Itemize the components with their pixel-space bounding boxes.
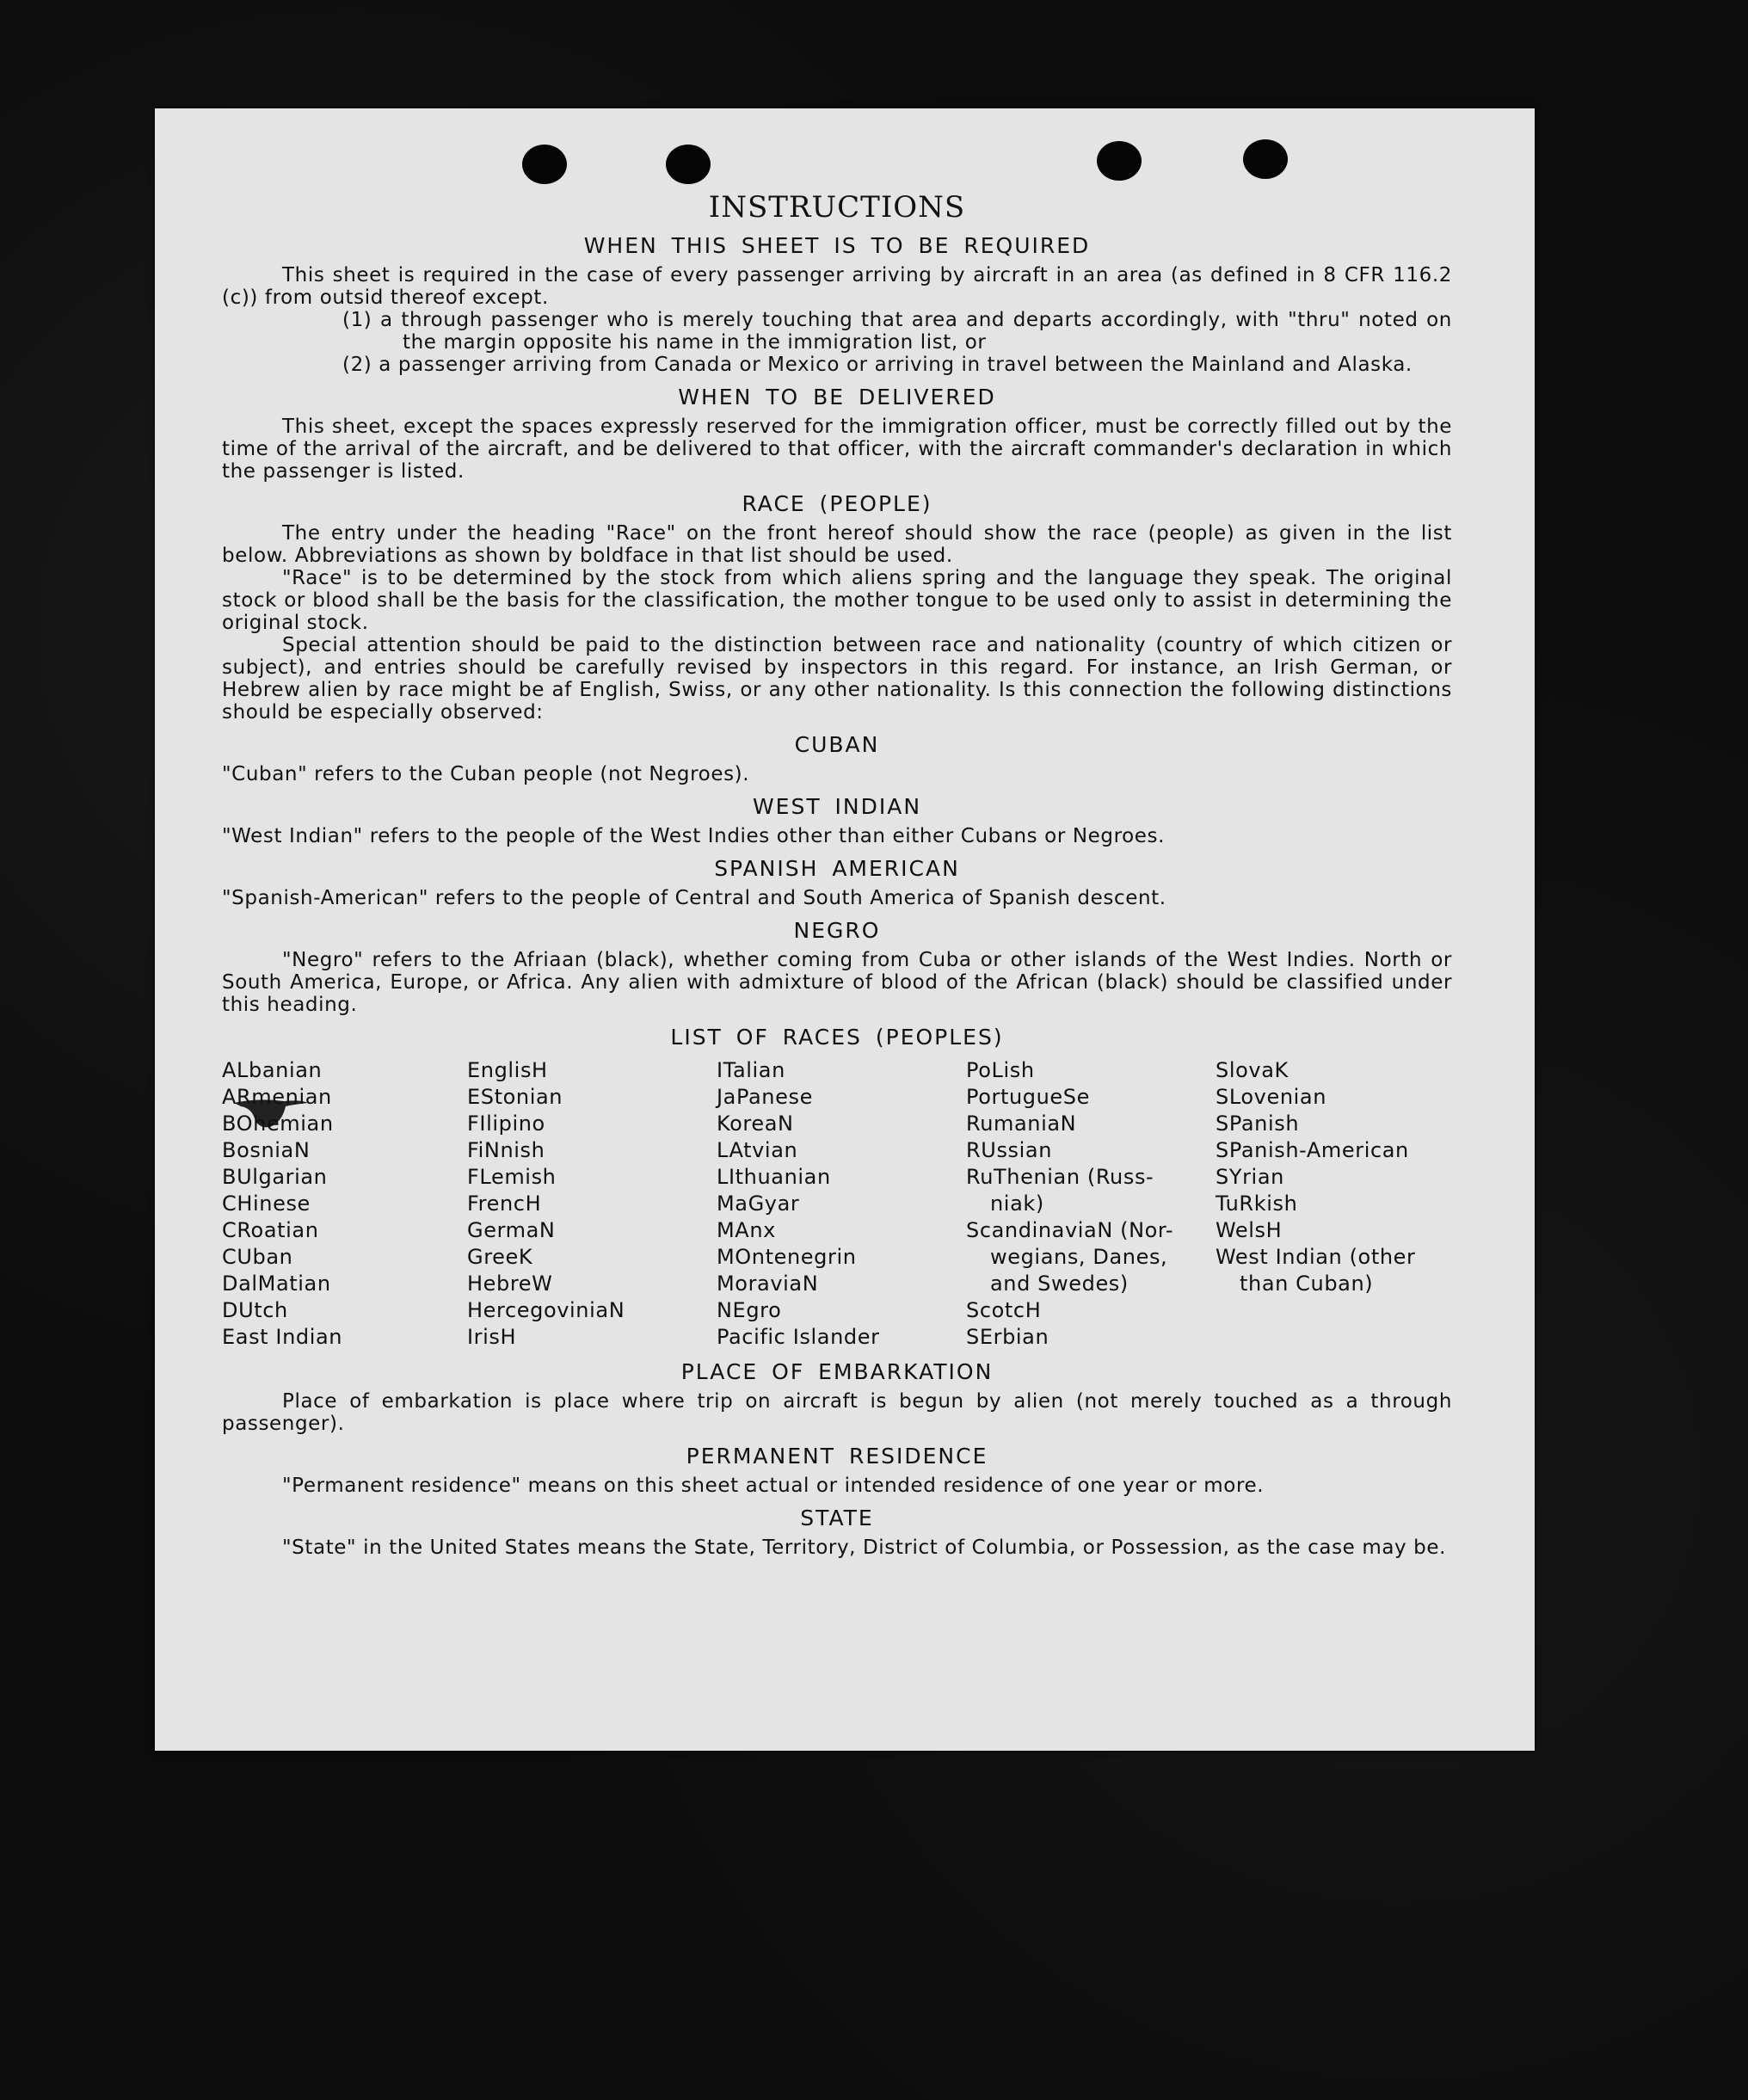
race-item: EStonian — [467, 1085, 563, 1109]
heading-state: STATE — [800, 1506, 874, 1530]
negro-text: "Negro" refers to the Afriaan (black), whether coming from Cuba or other islands of the West Indies. North or South America, Europe, or Africa. Any alien with admixture of blood of the African (black) should be classified under this heading. — [222, 949, 1452, 1016]
race-item: BUlgarian — [222, 1165, 328, 1189]
races-column-3 — [717, 1057, 966, 1351]
race-item: ALbanian — [222, 1058, 323, 1082]
west-indian-text: "West Indian" refers to the people of the West Indies other than either Cubans or Negroes. — [222, 825, 1166, 847]
embarkation-text: Place of embarkation is place where trip on aircraft is begun by alien (not merely touched as a through passenger). — [222, 1390, 1452, 1435]
race-item: GermaN — [467, 1218, 556, 1242]
cuban-text: "Cuban" refers to the Cuban people (not Negroes). — [222, 763, 750, 785]
heading-delivered: WHEN TO BE DELIVERED — [678, 385, 996, 410]
race-item: HebreW — [467, 1272, 553, 1296]
heading-west-indian: WEST INDIAN — [752, 794, 922, 819]
race-item: MaGyar — [717, 1192, 800, 1216]
race-item: FLemish — [467, 1165, 557, 1189]
state-text: "State" in the United States means the State, Territory, District of Columbia, or Possession, as the case may be. — [282, 1537, 1447, 1559]
race-item: DalMatian — [222, 1272, 331, 1296]
race-item: EnglisH — [467, 1058, 548, 1082]
race-item: JaPanese — [717, 1085, 813, 1109]
race-item: GreeK — [467, 1245, 533, 1269]
race-paragraph-3: Special attention should be paid to the distinction between race and nationality (country of which citizen or subject), and entries should be carefully revised by inspectors in this regard. For instance, an Irish German, or Hebrew alien by race might be af English, Swiss, or any other nationality. Is this connection the following distinctions should be especially observed: — [222, 634, 1452, 724]
delivered-text: This sheet, except the spaces expressly reserved for the immigration officer, must be correctly filled out by the time of the arrival of the aircraft, and be delivered to that officer, with the aircraft commander's declaration in which the passenger is listed. — [222, 416, 1452, 483]
punch-hole — [666, 145, 711, 184]
race-item-continued: wegians, Danes, — [990, 1245, 1168, 1269]
race-item: ITalian — [717, 1058, 785, 1082]
heading-permanent-residence: PERMANENT RESIDENCE — [686, 1444, 988, 1469]
punch-hole — [1243, 139, 1288, 179]
races-column-1 — [222, 1057, 467, 1351]
races-column-2 — [467, 1057, 717, 1351]
punch-hole — [522, 145, 567, 184]
race-item: SPanish-American — [1216, 1138, 1409, 1162]
races-column-4 — [966, 1057, 1216, 1351]
race-item: BOhemian — [222, 1112, 334, 1136]
race-item: KoreaN — [717, 1112, 794, 1136]
heading-cuban: CUBAN — [794, 732, 880, 757]
race-item: East Indian — [222, 1325, 343, 1349]
required-item-2: (2) a passenger arriving from Canada or Mexico or arriving in travel between the Mainland and Alaska. — [342, 354, 1413, 376]
race-item: RumaniaN — [966, 1112, 1077, 1136]
race-item: TuRkish — [1216, 1192, 1298, 1216]
required-intro: This sheet is required in the case of every passenger arriving by aircraft in an area (as defined in 8 CFR 116.2 (c)) from outsid thereof except. — [222, 264, 1452, 309]
race-item: FIlipino — [467, 1112, 545, 1136]
race-item: PoLish — [966, 1058, 1035, 1082]
race-item-continued: niak) — [990, 1192, 1044, 1216]
race-item: HercegoviniaN — [467, 1298, 625, 1322]
race-item: SYrian — [1216, 1165, 1284, 1189]
heading-negro: NEGRO — [793, 918, 881, 943]
race-item: SPanish — [1216, 1112, 1300, 1136]
race-item: BosniaN — [222, 1138, 311, 1162]
races-column-5 — [1216, 1057, 1456, 1351]
race-item: MAnx — [717, 1218, 776, 1242]
race-item: FiNnish — [467, 1138, 545, 1162]
instruction-sheet — [155, 108, 1535, 1751]
required-item-1: (1) a through passenger who is merely touching that area and departs accordingly, with "thru" noted on the margin opposite his name in the immigration list, or — [342, 309, 1452, 354]
document-body — [222, 190, 1452, 1559]
race-item: Pacific Islander — [717, 1325, 880, 1349]
race-item: RUssian — [966, 1138, 1053, 1162]
race-item: ARmenian — [222, 1085, 332, 1109]
race-item: MoraviaN — [717, 1272, 819, 1296]
race-item: RuThenian (Russ- — [966, 1165, 1154, 1189]
page-title: INSTRUCTIONS — [708, 190, 966, 225]
race-item: SErbian — [966, 1325, 1049, 1349]
race-item: IrisH — [467, 1325, 517, 1349]
races-list — [222, 1057, 1452, 1351]
race-item: ScotcH — [966, 1298, 1042, 1322]
race-item: SLovenian — [1216, 1085, 1327, 1109]
race-item: PortugueSe — [966, 1085, 1090, 1109]
race-item: West Indian (other — [1216, 1245, 1416, 1269]
race-item: WelsH — [1216, 1218, 1283, 1242]
race-item-continued: and Swedes) — [990, 1272, 1129, 1296]
race-item: MOntenegrin — [717, 1245, 857, 1269]
race-item: CUban — [222, 1245, 293, 1269]
race-item: SlovaK — [1216, 1058, 1289, 1082]
heading-list-of-races: LIST OF RACES (PEOPLES) — [670, 1025, 1004, 1050]
race-item: LAtvian — [717, 1138, 798, 1162]
race-paragraph-1: The entry under the heading "Race" on the front hereof should show the race (people) as given in the list below. Abbreviations as shown by boldface in that list should be used. — [222, 522, 1452, 567]
race-paragraph-2: "Race" is to be determined by the stock from which aliens spring and the language they speak. The original stock or blood shall be the basis for the classification, the mother tongue to be used only to assist in determining the original stock. — [222, 567, 1452, 634]
spanish-american-text: "Spanish-American" refers to the people of Central and South America of Spanish descent. — [222, 887, 1166, 909]
race-item: FrencH — [467, 1192, 542, 1216]
race-item: CHinese — [222, 1192, 311, 1216]
race-item: LIthuanian — [717, 1165, 831, 1189]
race-item: NEgro — [717, 1298, 782, 1322]
heading-required: WHEN THIS SHEET IS TO BE REQUIRED — [583, 233, 1091, 258]
race-item-continued: than Cuban) — [1240, 1272, 1374, 1296]
punch-hole — [1097, 141, 1142, 181]
race-item: ScandinaviaN (Nor- — [966, 1218, 1174, 1242]
residence-text: "Permanent residence" means on this sheet actual or intended residence of one year or more. — [282, 1475, 1265, 1497]
heading-race: RACE (PEOPLE) — [742, 491, 932, 516]
heading-embarkation: PLACE OF EMBARKATION — [680, 1359, 994, 1384]
race-item: DUtch — [222, 1298, 288, 1322]
race-item: CRoatian — [222, 1218, 319, 1242]
heading-spanish-american: SPANISH AMERICAN — [714, 856, 960, 881]
